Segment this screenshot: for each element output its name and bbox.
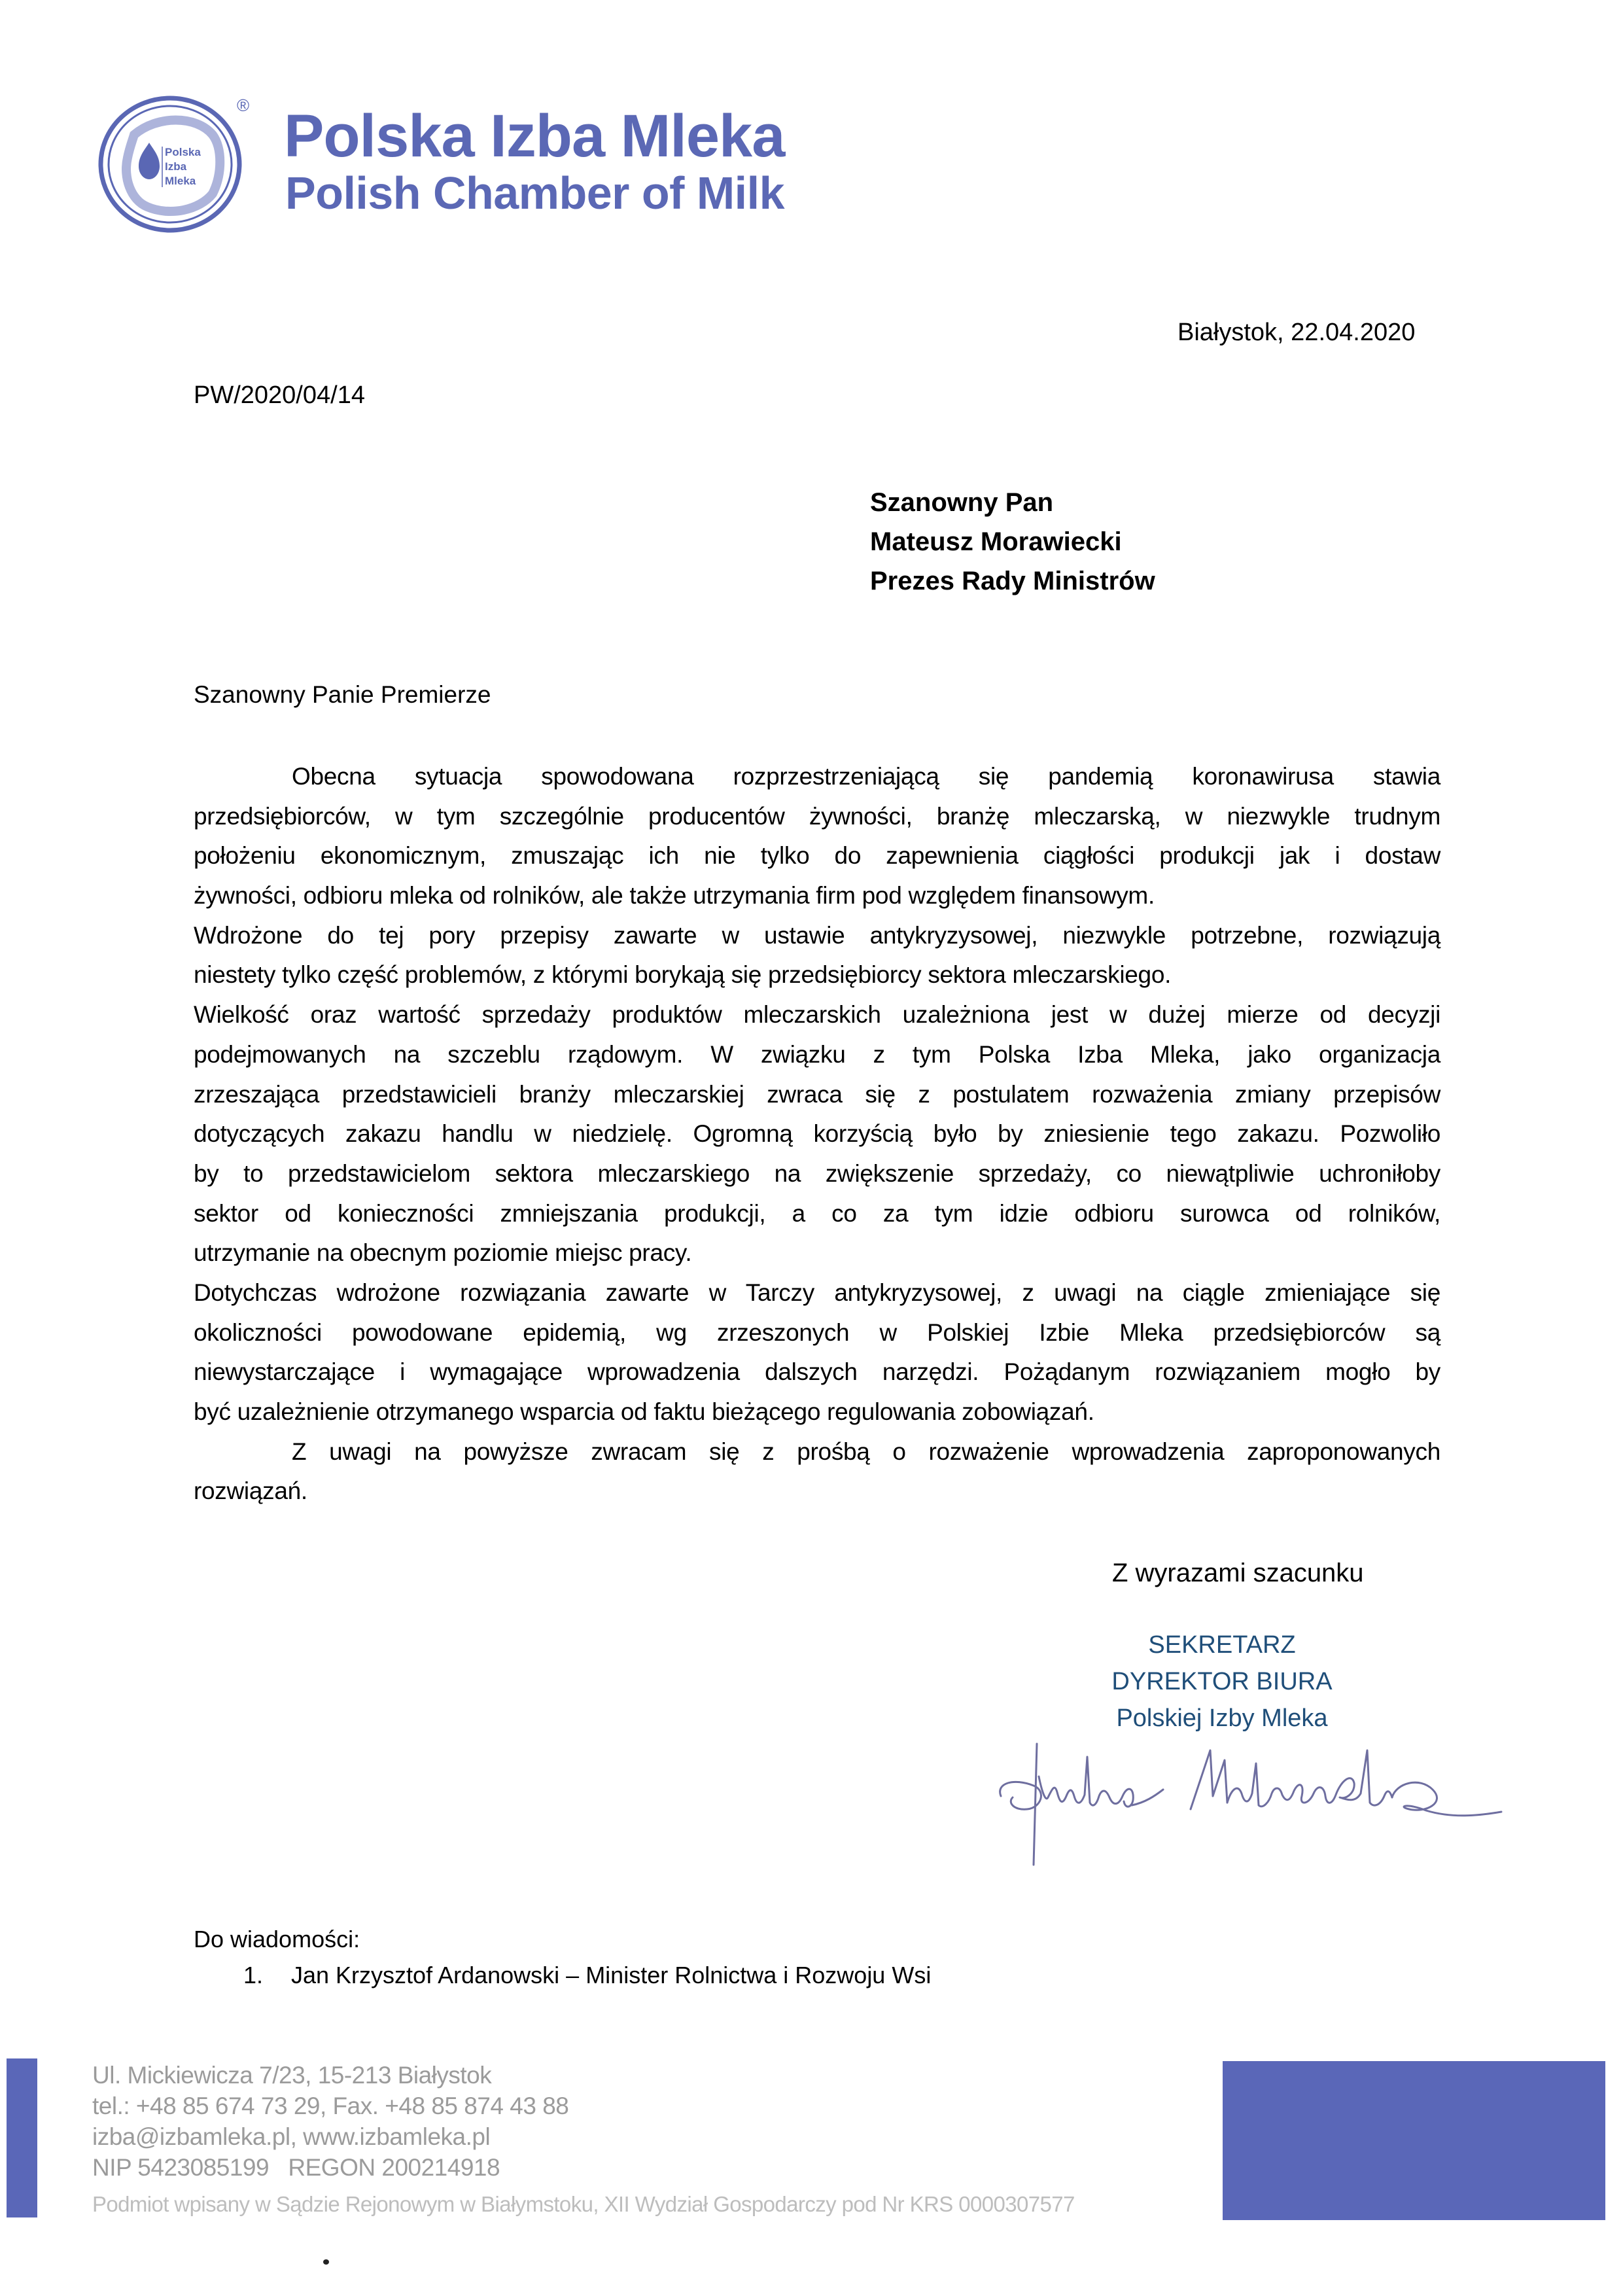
svg-text:Izba: Izba xyxy=(165,160,187,173)
body-line: zrzeszająca przedstawicieli branży mleczarskiej zwraca się z postulatem rozważenia zmiany przepisów xyxy=(194,1080,1440,1108)
body-line: niestety tylko część problemów, z którymi borykają się przedsiębiorcy sektora mleczarskiego. xyxy=(194,961,1172,989)
body-line: by to przedstawicielom sektora mleczarskiego na zwiększenie sprzedaży, co niewątpliwie uchroniłoby xyxy=(194,1159,1440,1187)
reference-number: PW/2020/04/14 xyxy=(194,381,365,409)
recipient-name: Mateusz Morawiecki xyxy=(870,527,1122,556)
footer-tax-ids: NIP 5423085199 REGON 200214918 xyxy=(92,2154,500,2181)
recipient-title: Prezes Rady Ministrów xyxy=(870,567,1155,595)
footer-accent-block-right xyxy=(1223,2061,1605,2220)
body-line: rozwiązań. xyxy=(194,1477,307,1505)
signatory-block xyxy=(1052,1627,1392,1737)
body-line: być uzależnienie otrzymanego wsparcia od faktu bieżącego regulowania zobowiązań. xyxy=(194,1398,1094,1425)
signatory-organization: Polskiej Izby Mleka xyxy=(1116,1704,1328,1732)
organization-name-pl: Polska Izba Mleka xyxy=(284,103,785,169)
footer-phone-fax: tel.: +48 85 674 73 29, Fax. +48 85 874 43 88 xyxy=(92,2093,569,2119)
body-line: położeniu ekonomicznym, zmuszając ich nie tylko do zapewnienia ciągłości produkcji jak i dostaw xyxy=(194,842,1440,870)
svg-text:Polska: Polska xyxy=(165,146,201,158)
footer-accent-bar-left xyxy=(7,2058,37,2217)
footer-address: Ul. Mickiewicza 7/23, 15-213 Białystok xyxy=(92,2062,492,2089)
polska-izba-mleka-logo xyxy=(98,96,242,233)
body-line: Obecna sytuacja spowodowana rozprzestrzeniającą się pandemią koronawirusa stawia xyxy=(292,763,1440,790)
cc-item-number: 1. xyxy=(243,1962,264,1988)
body-line: sektor od konieczności zmniejszania produkcji, a co za tym idzie odbioru surowca od rolników, xyxy=(194,1199,1440,1227)
letter-body xyxy=(194,757,1440,1511)
salutation: Szanowny Panie Premierze xyxy=(194,681,491,708)
registered-trademark-icon: ® xyxy=(237,96,250,115)
footer-contact-block xyxy=(92,2060,568,2183)
place-and-date: Białystok, 22.04.2020 xyxy=(1178,319,1416,346)
body-line: utrzymanie na obecnym poziomie miejsc pracy. xyxy=(194,1239,692,1267)
body-line: Dotychczas wdrożone rozwiązania zawarte w Tarczy antykryzysowej, z uwagi na ciągle zmieniające się xyxy=(194,1279,1440,1306)
signatory-title: SEKRETARZ xyxy=(1148,1631,1296,1659)
footer-registration-note: Podmiot wpisany w Sądzie Rejonowym w Białymstoku, XII Wydział Gospodarczy pod Nr KRS 0000307577 xyxy=(92,2192,1075,2216)
scan-speck xyxy=(323,2259,329,2265)
body-line: Z uwagi na powyższe zwracam się z prośbą o rozważenie wprowadzenia zaproponowanych xyxy=(292,1438,1440,1465)
closing-phrase: Z wyrazami szacunku xyxy=(1112,1559,1364,1587)
cc-list-item xyxy=(243,1961,931,1989)
body-line: niewystarczające i wymagające wprowadzenia dalszych narzędzi. Pożądanym rozwiązaniem mogło by xyxy=(194,1358,1440,1386)
handwritten-signature xyxy=(994,1737,1505,1875)
body-line: przedsiębiorców, w tym szczególnie producentów żywności, branżę mleczarską, w niezwykle trudnym xyxy=(194,802,1440,830)
organization-name-en: Polish Chamber of Milk xyxy=(285,168,784,219)
recipient-line: Szanowny Pan xyxy=(870,488,1054,517)
body-line: okoliczności powodowane epidemią, wg zrzeszonych w Polskiej Izbie Mleka przedsiębiorców są xyxy=(194,1318,1440,1346)
svg-text:Mleka: Mleka xyxy=(165,175,196,187)
signatory-position: DYREKTOR BIURA xyxy=(1111,1668,1333,1695)
cc-item-text: Jan Krzysztof Ardanowski – Minister Rolnictwa i Rozwoju Wsi xyxy=(291,1962,932,1988)
body-line: podejmowanych na szczeblu rządowym. W związku z tym Polska Izba Mleka, jako organizacja xyxy=(194,1040,1440,1068)
body-line: dotyczących zakazu handlu w niedzielę. Ogromną korzyścią było by zniesienie tego zakazu. Pozwoliło xyxy=(194,1120,1440,1148)
body-line: Wdrożone do tej pory przepisy zawarte w ustawie antykryzysowej, niezwykle potrzebne, rozwiązują xyxy=(194,921,1440,949)
footer-email-web: izba@izbamleka.pl, www.izbamleka.pl xyxy=(92,2123,491,2150)
cc-label: Do wiadomości: xyxy=(194,1926,360,1952)
body-line: Wielkość oraz wartość sprzedaży produktów mleczarskich uzależniona jest w dużej mierze od decyzji xyxy=(194,1001,1440,1029)
body-line: żywności, odbioru mleka od rolników, ale także utrzymania firm pod względem finansowym. xyxy=(194,882,1155,910)
recipient-block xyxy=(870,483,1155,601)
